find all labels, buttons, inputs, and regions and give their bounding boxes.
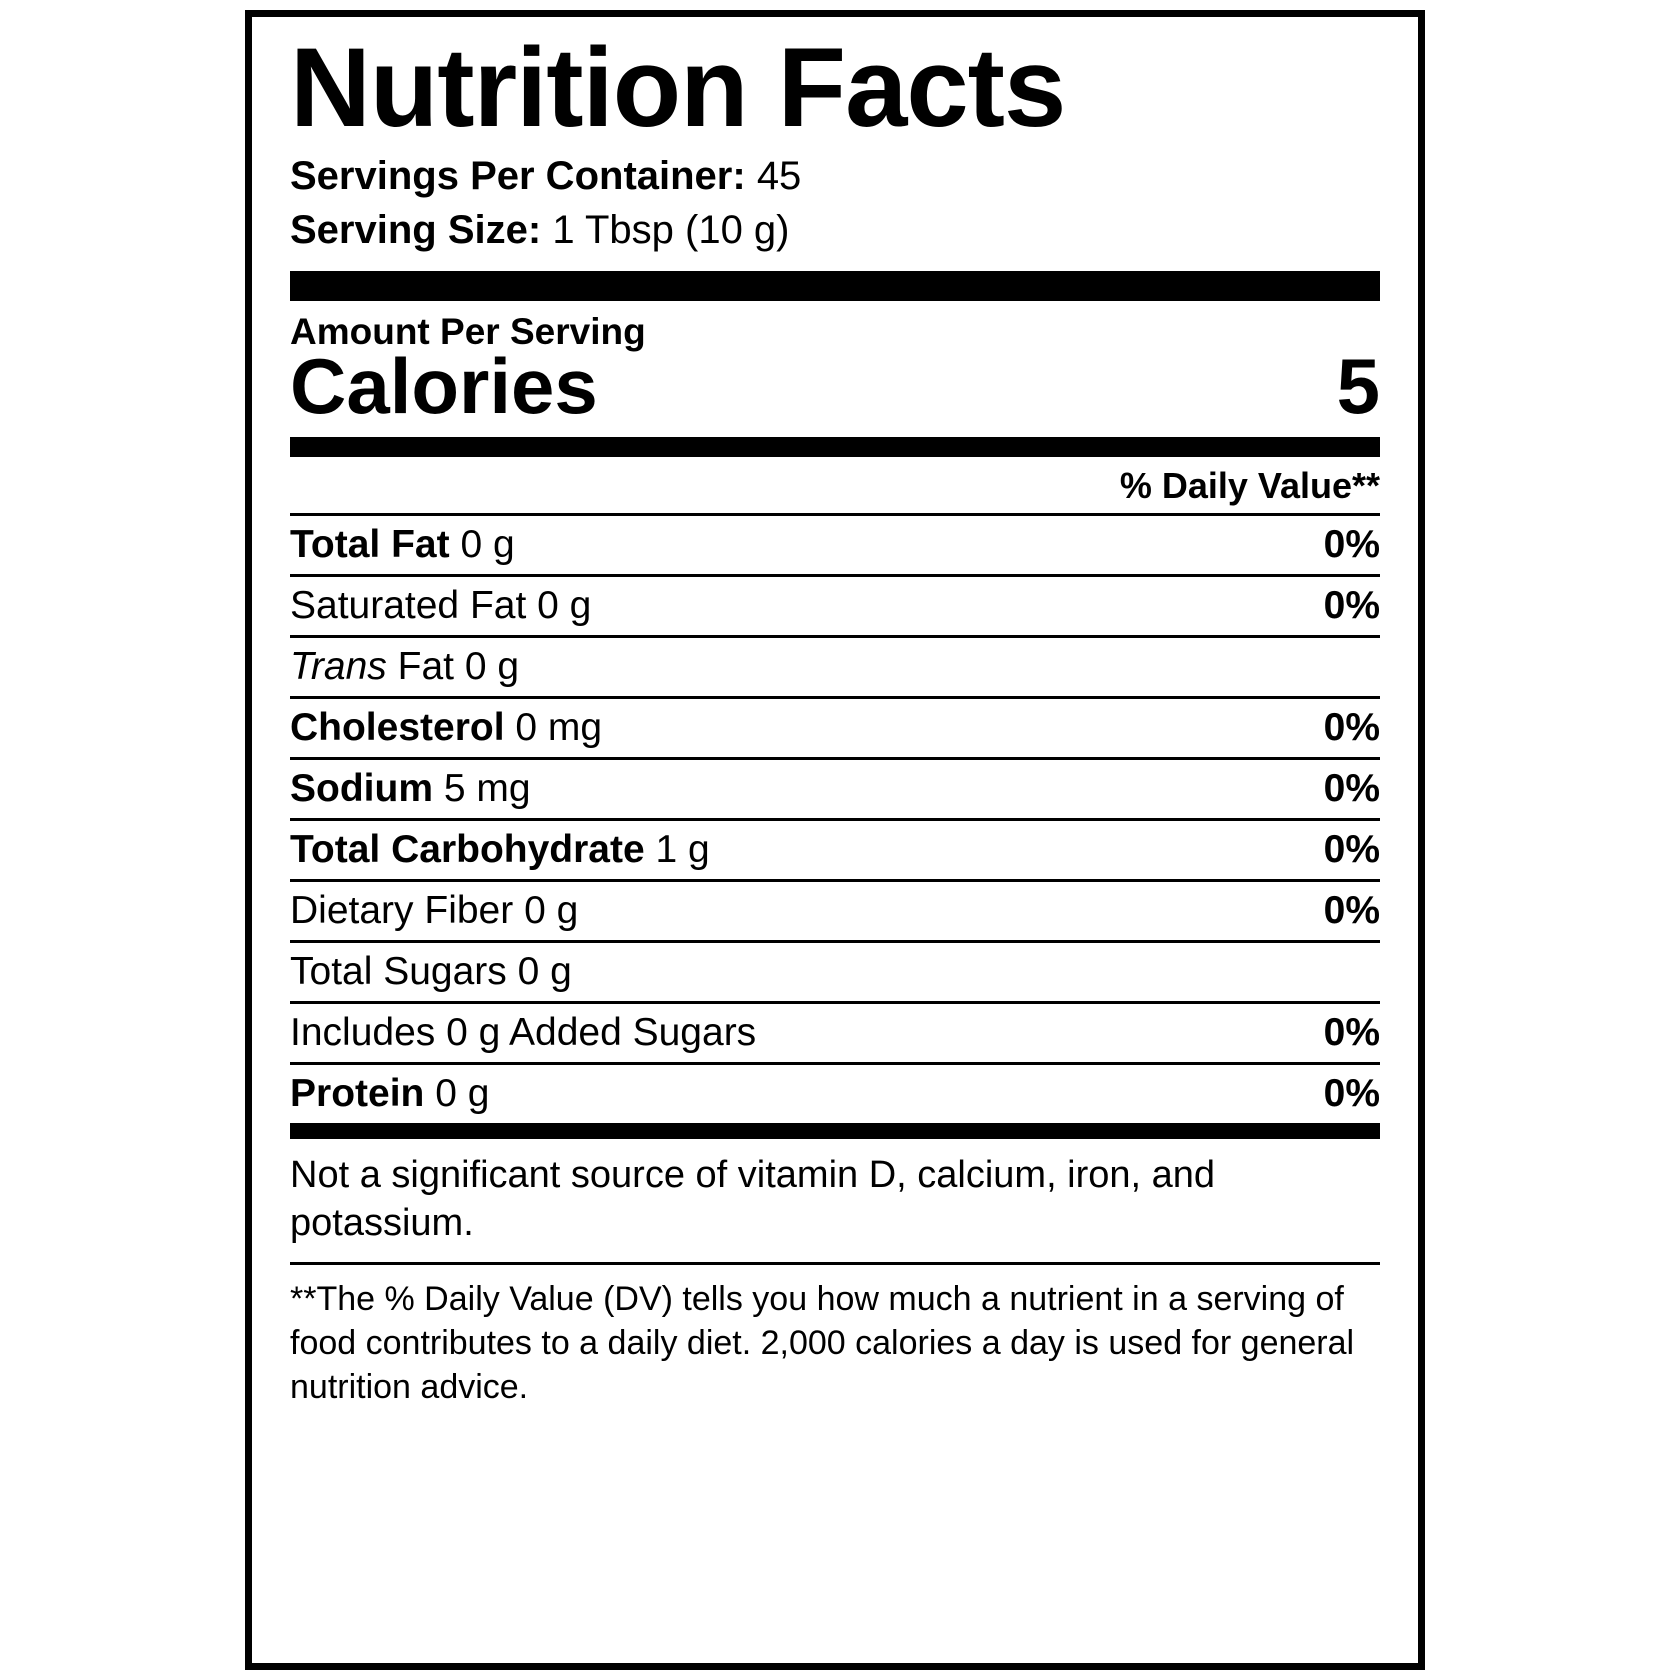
divider-thick-bottom <box>290 1123 1380 1139</box>
nutrient-name: Sodium <box>290 766 433 810</box>
table-row <box>290 636 1380 697</box>
servings-per-container-label: Servings Per Container: <box>290 153 746 198</box>
daily-value-cell <box>1260 636 1380 697</box>
nutrient-name: Trans <box>290 644 387 688</box>
nutrient-amount: 0 g <box>506 949 572 993</box>
nutrient-amount: 0 g <box>513 888 579 932</box>
calories-label: Calories <box>290 341 598 430</box>
nutrient-cell <box>290 880 1260 941</box>
nutrient-name: Includes <box>290 1010 436 1054</box>
nutrient-amount: 5 mg <box>433 766 531 810</box>
nutrient-cell <box>290 697 1260 758</box>
nutrient-cell <box>290 575 1260 636</box>
divider-medium <box>290 437 1380 457</box>
nutrient-amount: 0 mg <box>504 705 603 749</box>
calories-value: 5 <box>1336 341 1380 430</box>
table-row <box>290 1063 1380 1123</box>
nutrient-cell <box>290 636 1260 697</box>
nutrient-name: Cholesterol <box>290 705 505 749</box>
daily-value-footnote: **The % Daily Value (DV) tells you how much a nutrient in a serving of food contributes to a daily diet. 2,000 calories a day is used for general nutrition advice. <box>290 1279 1355 1407</box>
nutrition-facts-label <box>245 10 1425 1670</box>
nutrient-name: Total Fat <box>290 522 450 566</box>
nutrient-cell <box>290 819 1260 880</box>
daily-value-cell: 0% <box>1260 758 1380 819</box>
nutrient-name: Total Sugars <box>290 949 507 993</box>
nutrient-amount: 0 g <box>424 1071 490 1115</box>
daily-value-header: % Daily Value** <box>1119 464 1380 506</box>
daily-value-cell: 0% <box>1260 819 1380 880</box>
nutrient-amount: 0 g <box>449 522 515 566</box>
table-row <box>290 575 1380 636</box>
nutrient-cell <box>290 1063 1260 1123</box>
daily-value-cell: 0% <box>1260 1063 1380 1123</box>
nutrient-table <box>290 513 1380 1123</box>
nutrient-cell <box>290 514 1260 575</box>
nutrient-amount: Fat 0 g <box>386 644 520 688</box>
nutrient-cell <box>290 758 1260 819</box>
table-row <box>290 819 1380 880</box>
daily-value-cell: 0% <box>1260 880 1380 941</box>
nutrient-name: Protein <box>290 1071 425 1115</box>
calories-row <box>290 341 1380 430</box>
daily-value-cell: 0% <box>1260 697 1380 758</box>
nutrient-amount: 0 g <box>526 583 592 627</box>
page-title: Nutrition Facts <box>290 25 1066 150</box>
daily-value-cell: 0% <box>1260 514 1380 575</box>
nutrient-cell <box>290 941 1260 1002</box>
table-row <box>290 941 1380 1002</box>
serving-size-label: Serving Size: <box>290 207 542 252</box>
label-inner <box>252 17 1418 1409</box>
nutrient-name: Total Carbohydrate <box>290 827 645 871</box>
daily-value-cell: 0% <box>1260 1002 1380 1063</box>
nutrient-amount: 1 g <box>644 827 710 871</box>
nutrient-amount: 0 g Added Sugars <box>435 1010 757 1054</box>
serving-size-value: 1 Tbsp (10 g) <box>552 207 790 252</box>
nutrient-name: Saturated Fat <box>290 583 527 627</box>
amount-per-serving-label: Amount Per Serving <box>290 310 646 352</box>
serving-size <box>290 203 1380 257</box>
table-row <box>290 697 1380 758</box>
not-significant-source-note: Not a significant source of vitamin D, calcium, iron, and potassium. <box>290 1153 1216 1245</box>
nutrient-cell <box>290 1002 1260 1063</box>
daily-value-cell <box>1260 941 1380 1002</box>
daily-value-cell: 0% <box>1260 575 1380 636</box>
table-row <box>290 758 1380 819</box>
table-row <box>290 514 1380 575</box>
table-row <box>290 1002 1380 1063</box>
servings-per-container-value: 45 <box>756 153 802 198</box>
divider-thick-top <box>290 271 1380 301</box>
servings-per-container <box>290 149 1380 203</box>
table-row <box>290 880 1380 941</box>
nutrient-name: Dietary Fiber <box>290 888 514 932</box>
